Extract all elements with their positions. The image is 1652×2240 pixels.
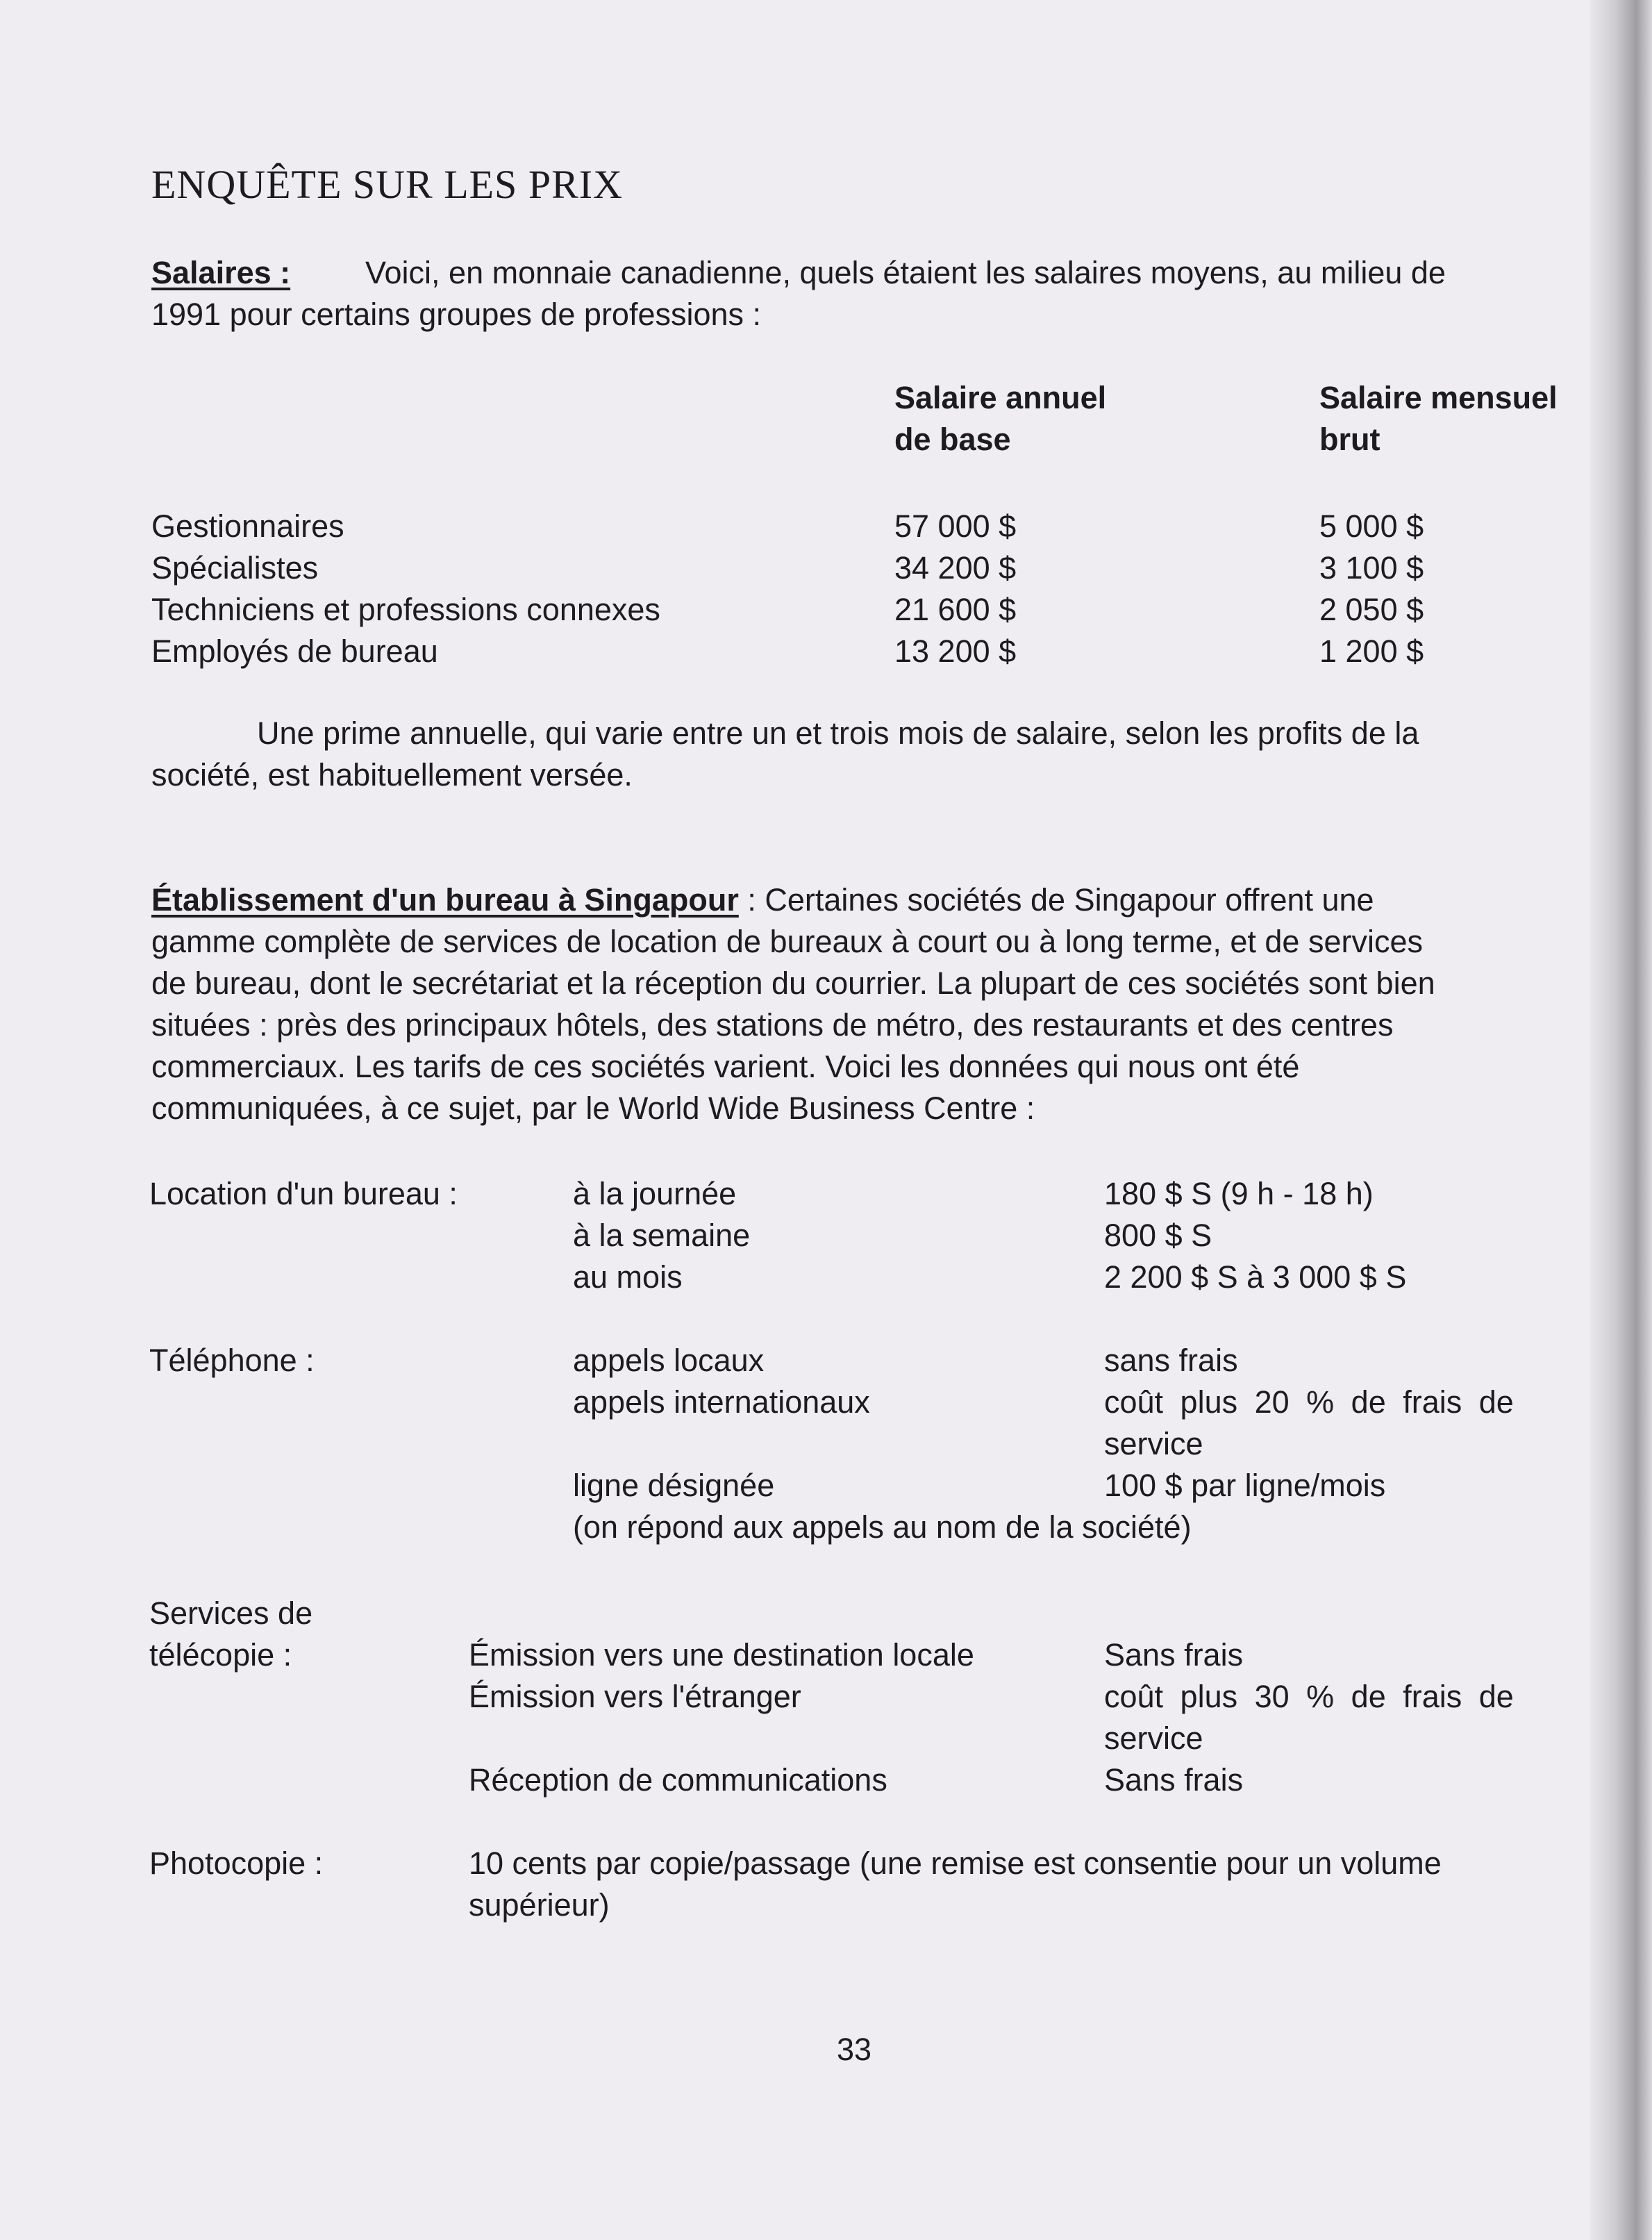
telecopie-label-line1: Services de (149, 1595, 313, 1631)
photocopie-text-line1: 10 cents par copie/passage (une remise est consentie pour un volume (469, 1845, 1442, 1881)
location-price: 800 $ S (1104, 1218, 1212, 1253)
location-price: 2 200 $ S à 3 000 $ S (1104, 1259, 1407, 1295)
telephone-intl-price-line1: coût plus 20 % de frais de (1104, 1384, 1514, 1420)
telephone-intl-price-line2: service (1104, 1426, 1203, 1461)
row-group: Techniciens et professions connexes (151, 592, 660, 627)
row-group: Gestionnaires (151, 508, 344, 544)
location-label: Location d'un bureau : (149, 1176, 458, 1211)
salaires-label: Salaires : (151, 255, 291, 290)
bureau-first-line (151, 879, 1374, 921)
row-annual: 21 600 $ (894, 592, 1017, 627)
bureau-line5: commerciaux. Les tarifs de ces sociétés varient. Voici les données qui nous ont été (151, 1049, 1300, 1084)
telephone-local-price: sans frais (1104, 1343, 1238, 1378)
telecopie-reception: Réception de communications (469, 1762, 887, 1798)
bureau-line4: situées : près des principaux hôtels, des stations de métro, des restaurants et des centres (151, 1007, 1394, 1043)
telecopie-reception-price: Sans frais (1104, 1762, 1244, 1798)
telecopie-abroad: Émission vers l'étranger (469, 1679, 801, 1714)
telecopie-local-price: Sans frais (1104, 1637, 1244, 1673)
row-annual: 13 200 $ (894, 633, 1017, 669)
row-group: Employés de bureau (151, 633, 438, 669)
row-annual: 34 200 $ (894, 550, 1017, 586)
telecopie-abroad-price-line1: coût plus 30 % de frais de (1104, 1679, 1514, 1714)
telephone-label: Téléphone : (149, 1343, 315, 1378)
photocopie-text-line2: supérieur) (469, 1887, 610, 1923)
telecopie-label-line2: télécopie : (149, 1637, 292, 1673)
location-period: à la semaine (573, 1218, 751, 1253)
page-edge-shadow (1590, 0, 1652, 2240)
telecopie-local: Émission vers une destination locale (469, 1637, 974, 1673)
header-annual-line2: de base (894, 422, 1011, 457)
header-monthly-line2: brut (1319, 422, 1380, 457)
location-period: au mois (573, 1259, 683, 1295)
telephone-line-price: 100 $ par ligne/mois (1104, 1468, 1386, 1503)
row-group: Spécialistes (151, 550, 319, 586)
bonus-line2: société, est habituellement versée. (151, 757, 633, 793)
row-monthly: 2 050 $ (1319, 592, 1424, 627)
bonus-line1: Une prime annuelle, qui varie entre un et trois mois de salaire, selon les profits de la (257, 715, 1419, 751)
row-monthly: 5 000 $ (1319, 508, 1424, 544)
photocopie-label: Photocopie : (149, 1845, 324, 1881)
page-number: 33 (837, 2032, 872, 2067)
bureau-line6: communiquées, à ce sujet, par le World Wide Business Centre : (151, 1090, 1035, 1126)
location-period: à la journée (573, 1176, 737, 1211)
telephone-local: appels locaux (573, 1343, 765, 1378)
bureau-label: Établissement d'un bureau à Singapour (151, 882, 739, 918)
location-price: 180 $ S (9 h - 18 h) (1104, 1176, 1374, 1211)
bureau-line2: gamme complète de services de location de bureaux à court ou à long terme, et de services (151, 924, 1423, 959)
header-annual-line1: Salaire annuel (894, 380, 1107, 415)
row-annual: 57 000 $ (894, 508, 1017, 544)
telecopie-abroad-price-line2: service (1104, 1720, 1203, 1756)
page-title: ENQUÊTE SUR LES PRIX (151, 162, 623, 207)
row-monthly: 1 200 $ (1319, 633, 1424, 669)
salaires-intro-line1: Voici, en monnaie canadienne, quels étaient les salaires moyens, au milieu de (365, 255, 1446, 290)
telephone-line-note: (on répond aux appels au nom de la société) (573, 1509, 1192, 1545)
bureau-line3: de bureau, dont le secrétariat et la réception du courrier. La plupart de ces sociétés sont bien (151, 965, 1435, 1001)
telephone-line: ligne désignée (573, 1468, 775, 1503)
salaires-intro-line2: 1991 pour certains groupes de professions : (151, 297, 762, 332)
bureau-line1: : Certaines sociétés de Singapour offrent une (738, 882, 1374, 918)
header-monthly-line1: Salaire mensuel (1319, 380, 1558, 415)
telephone-intl: appels internationaux (573, 1384, 870, 1420)
row-monthly: 3 100 $ (1319, 550, 1424, 586)
